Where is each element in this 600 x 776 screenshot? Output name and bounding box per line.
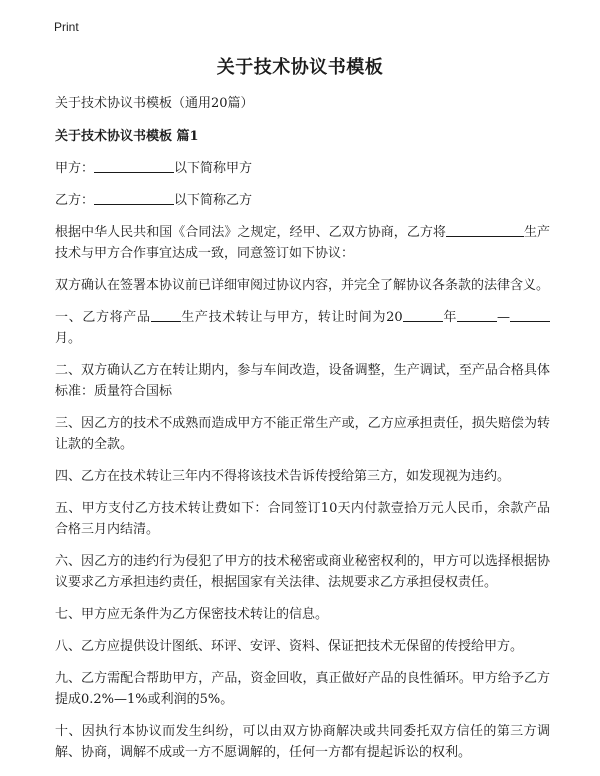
clause-1-product-blank xyxy=(151,307,181,322)
clause-1-year-blank xyxy=(403,307,443,322)
print-label[interactable]: Print xyxy=(54,20,79,34)
clause-3: 三、因乙方的技术不成熟而造成甲方不能正常生产或，乙方应承担责任，损失赔偿为转让款的全款。 xyxy=(55,416,550,452)
clause-1-part4: — xyxy=(497,310,510,325)
intro-product-blank xyxy=(446,222,524,237)
clause-4: 四、乙方在技术转让三年内不得将该技术告诉传授给第三方，如发现视为违约。 xyxy=(55,469,511,484)
intro-text-before: 根据中华人民共和国《合同法》之规定，经甲、乙双方协商，乙方将 xyxy=(55,225,446,240)
clause-1-end-blank xyxy=(510,307,550,322)
party-a-line xyxy=(55,158,550,179)
clause-10: 十、因执行本协议而发生纠纷，可以由双方协商解决或共同委托双方信任的第三方调解、协商，调解不成或一方不愿调解的，任何一方都有提起诉讼的权利。 xyxy=(55,724,550,760)
party-b-suffix: 以下简称乙方 xyxy=(174,193,253,208)
clause-1 xyxy=(55,307,550,349)
clause-1-month-blank xyxy=(457,307,497,322)
clause-5: 五、甲方支付乙方技术转让费如下：合同签订10天内付款壹拾万元人民币，余款产品合格三月内结清。 xyxy=(55,501,550,537)
party-a-blank xyxy=(94,158,174,173)
clause-1-part1: 一、乙方将产品 xyxy=(55,310,151,325)
document-title: 关于技术协议书模板 xyxy=(216,57,384,78)
clause-6: 六、因乙方的违约行为侵犯了甲方的技术秘密或商业秘密权利的，甲方可以选择根据协议要求乙方承担违约责任，根据国家有关法律、法规要求乙方承担侵权责任。 xyxy=(55,554,550,590)
party-b-blank xyxy=(94,190,174,205)
document-subtitle: 关于技术协议书模板（通用20篇） xyxy=(55,96,254,111)
clause-2: 二、双方确认乙方在转让期内，参与车间改造，设备调整，生产调试，至产品合格具体标准：质量符合国标 xyxy=(55,363,550,399)
document-body xyxy=(55,93,550,774)
intro-text-after: 生产技术与甲方合作事宜达成一致，同意签订如下协议： xyxy=(55,225,550,261)
clause-1-part5: 月。 xyxy=(55,331,82,346)
clause-1-part2: 生产技术转让与甲方，转让时间为20 xyxy=(180,310,403,325)
party-b-line xyxy=(55,190,550,211)
clause-1-part3: 年 xyxy=(442,310,457,325)
confirm-paragraph: 双方确认在签署本协议前已详细审阅过协议内容，并完全了解协议各条款的法律含义。 xyxy=(55,278,550,293)
party-a-suffix: 以下简称甲方 xyxy=(174,161,253,176)
intro-paragraph xyxy=(55,222,550,264)
section-heading: 关于技术协议书模板 篇1 xyxy=(55,129,199,144)
clause-8: 八、乙方应提供设计图纸、环评、安评、资料、保证把技术无保留的传授给甲方。 xyxy=(55,639,524,654)
clause-7: 七、甲方应无条件为乙方保密技术转让的信息。 xyxy=(55,607,329,622)
clause-9: 九、乙方需配合帮助甲方，产品，资金回收，真正做好产品的良性循环。甲方给予乙方提成0.2%—1%或利润的5%。 xyxy=(55,671,550,707)
party-a-label: 甲方： xyxy=(55,161,95,176)
party-b-label: 乙方： xyxy=(55,193,95,208)
